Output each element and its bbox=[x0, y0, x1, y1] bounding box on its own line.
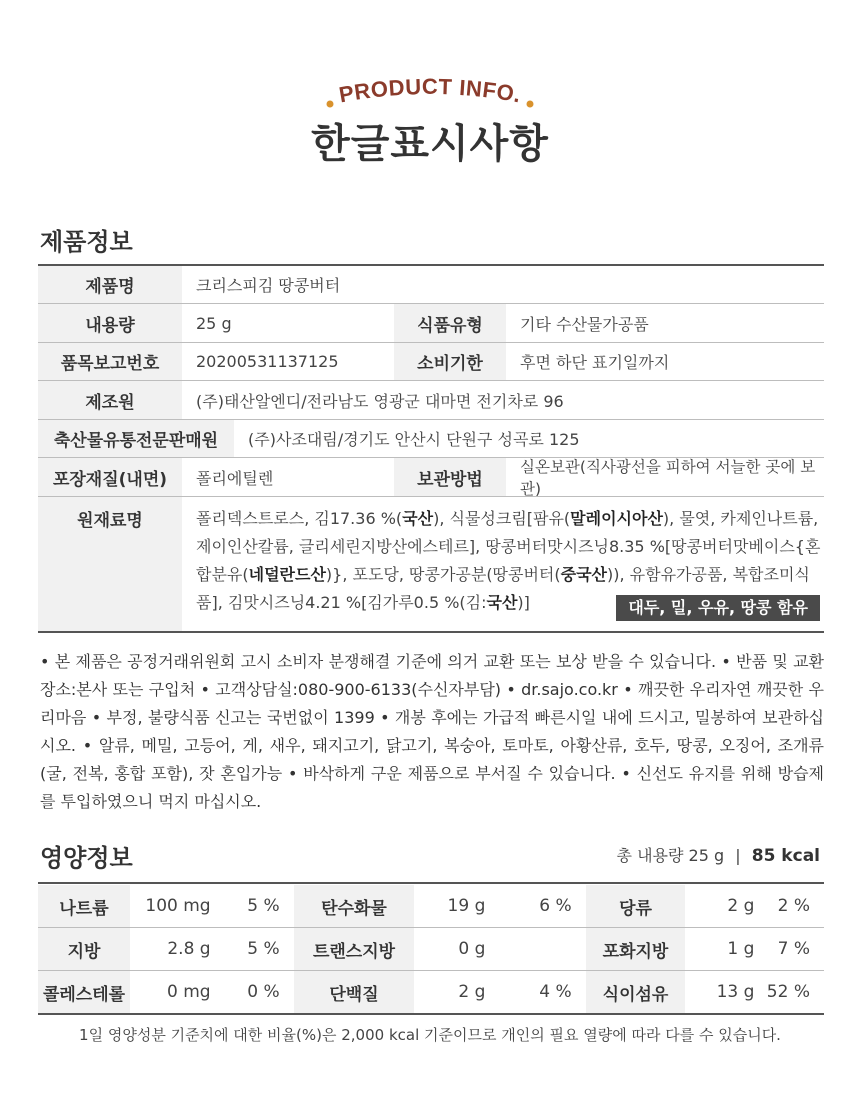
nutrient-amount: 1 g bbox=[727, 939, 755, 959]
nutrient-amount: 13 g bbox=[716, 982, 755, 1002]
package-value: 폴리에틸렌 bbox=[196, 468, 274, 488]
total-amount: 총 내용량 25 g bbox=[616, 846, 725, 865]
nutrient-name: 콜레스테롤 bbox=[38, 971, 130, 1013]
nutrient-percent: 5 % bbox=[247, 896, 280, 916]
left-dot-icon bbox=[327, 101, 334, 108]
storage-value: 실온보관(직사광선을 피하여 서늘한 곳에 보관) bbox=[520, 458, 816, 498]
total-kcal: 85 kcal bbox=[751, 846, 820, 866]
nutrient-name: 탄수화물 bbox=[294, 885, 415, 927]
package-label: 포장재질(내면) bbox=[38, 458, 182, 496]
volume-label: 내용량 bbox=[38, 304, 182, 342]
nutrient-name: 포화지방 bbox=[586, 928, 686, 970]
nutrient-percent: 2 % bbox=[777, 896, 810, 916]
food-type-value: 기타 수산물가공품 bbox=[520, 314, 649, 334]
nutrition-table bbox=[38, 885, 824, 1015]
expiry-label: 소비기한 bbox=[394, 343, 506, 380]
nutrient-amount: 100 mg bbox=[145, 896, 211, 916]
nutrient-percent: 5 % bbox=[247, 939, 280, 959]
nutrient-percent: 0 % bbox=[247, 982, 280, 1002]
row-seller bbox=[38, 420, 824, 458]
report-number-value: 20200531137125 bbox=[196, 352, 339, 371]
total-separator: | bbox=[735, 846, 741, 865]
row-package bbox=[38, 458, 824, 497]
report-number-label: 품목보고번호 bbox=[38, 343, 182, 380]
product-name-label: 제품명 bbox=[38, 266, 182, 303]
nutrient-percent: 7 % bbox=[777, 939, 810, 959]
allergen-badge: 대두, 밀, 우유, 땅콩 함유 bbox=[616, 595, 820, 621]
product-name-value: 크리스피김 땅콩버터 bbox=[196, 276, 341, 295]
volume-value: 25 g bbox=[196, 313, 232, 333]
page-title: 한글표시사항 bbox=[311, 121, 549, 167]
nutrition-row bbox=[38, 971, 824, 1015]
manufacturer-label: 제조원 bbox=[38, 381, 182, 419]
ingredients-label: 원재료명 bbox=[38, 497, 182, 631]
product-section-heading: 제품정보 bbox=[40, 228, 133, 256]
nutrient-amount: 2 g bbox=[727, 896, 755, 916]
nutrition-row bbox=[38, 928, 824, 971]
nutrient-name: 단백질 bbox=[294, 971, 415, 1013]
seller-label: 축산물유통전문판매원 bbox=[38, 420, 234, 457]
manufacturer-value: (주)태산알엔디/전라남도 영광군 대마면 전기차로 96 bbox=[196, 391, 564, 411]
row-report-number bbox=[38, 343, 824, 381]
nutrient-amount: 0 g bbox=[458, 939, 486, 959]
nutrient-name: 당류 bbox=[586, 885, 686, 927]
row-volume bbox=[38, 304, 824, 343]
nutrition-section-heading: 영양정보 bbox=[40, 844, 133, 872]
consumer-notice: • 본 제품은 공정거래위원회 고시 소비자 분쟁해결 기준에 의거 교환 또는 보상 받을 수 있습니다. • 반품 및 교환장소:본사 또는 구입처 • 고객상담실:080-900-6133(수신자부담) • dr.sajo.co.kr • 깨끗한 우리자연 깨끗한 우리마음 • 부정, 불량식품 신고는 국번없이 1399 • 개봉 후에는 가급적 빠른시일 내에 드시고, 밀봉하여 보관하십시오. • 알류, 메밀, 고등어, 게, 새우, 돼지고기, 닭고기, 복숭아, 토마토, 아황산류, 호두, 땅콩, 오징어, 조개류(굴, 전복, 홍합 포함), 잣 혼입가능 • 바삭하게 구운 제품으로 부서질 수 있습니다. • 신선도 유지를 위해 방습제를 투입하였으니 먹지 마십시오. bbox=[40, 652, 824, 811]
nutrition-row bbox=[38, 885, 824, 928]
nutrition-footnote: 1일 영양성분 기준치에 대한 비율(%)은 2,000 kcal 기준이므로 개인의 필요 열량에 따라 다를 수 있습니다. bbox=[79, 1026, 781, 1044]
nutrient-name: 트랜스지방 bbox=[294, 928, 415, 970]
nutrient-name: 나트륨 bbox=[38, 885, 130, 927]
nutrient-amount: 2 g bbox=[458, 982, 486, 1002]
row-ingredients bbox=[38, 497, 824, 633]
storage-label: 보관방법 bbox=[394, 458, 506, 496]
expiry-value: 후면 하단 표기일까지 bbox=[520, 353, 670, 372]
nutrient-percent: 6 % bbox=[539, 896, 572, 916]
nutrient-percent: 52 % bbox=[766, 982, 810, 1002]
row-product-name bbox=[38, 266, 824, 304]
nutrient-amount: 2.8 g bbox=[167, 939, 211, 959]
food-type-label: 식품유형 bbox=[394, 304, 506, 342]
nutrient-amount: 19 g bbox=[447, 896, 486, 916]
row-manufacturer bbox=[38, 381, 824, 420]
nutrition-total bbox=[617, 843, 820, 866]
svg-text:PRODUCT INFO. bbox=[337, 74, 523, 107]
nutrient-percent bbox=[485, 928, 585, 970]
nutrition-top-rule bbox=[38, 882, 824, 884]
eyebrow-text: PRODUCT INFO. bbox=[337, 73, 524, 108]
nutrient-name: 지방 bbox=[38, 928, 130, 970]
product-info-table bbox=[38, 266, 824, 633]
nutrient-amount: 0 mg bbox=[167, 982, 211, 1002]
nutrient-percent: 4 % bbox=[539, 982, 572, 1002]
nutrient-name: 식이섬유 bbox=[586, 971, 686, 1013]
seller-value: (주)사조대림/경기도 안산시 단원구 성곡로 125 bbox=[248, 430, 580, 449]
ingredients-value: 폴리덱스트로스, 김17.36 %(국산), 식물성크림[팜유(말레이시아산), 물엿, 카제인나트륨, 제이인산칼륨, 글리세린지방산에스테르], 땅콩버터맛시즈닝8.35 %[땅콩버터맛베이스{혼합분유(네덜란드산)}, 포도당, 땅콩가공분(땅콩버터(중국산)), 유함유가공품, 복합조미식품], 김맛시즈닝4.21 %[김가루0.5 %(김:국산)] 대두, 밀, 우유, 땅콩 함유 bbox=[182, 497, 824, 631]
right-dot-icon bbox=[527, 101, 534, 108]
